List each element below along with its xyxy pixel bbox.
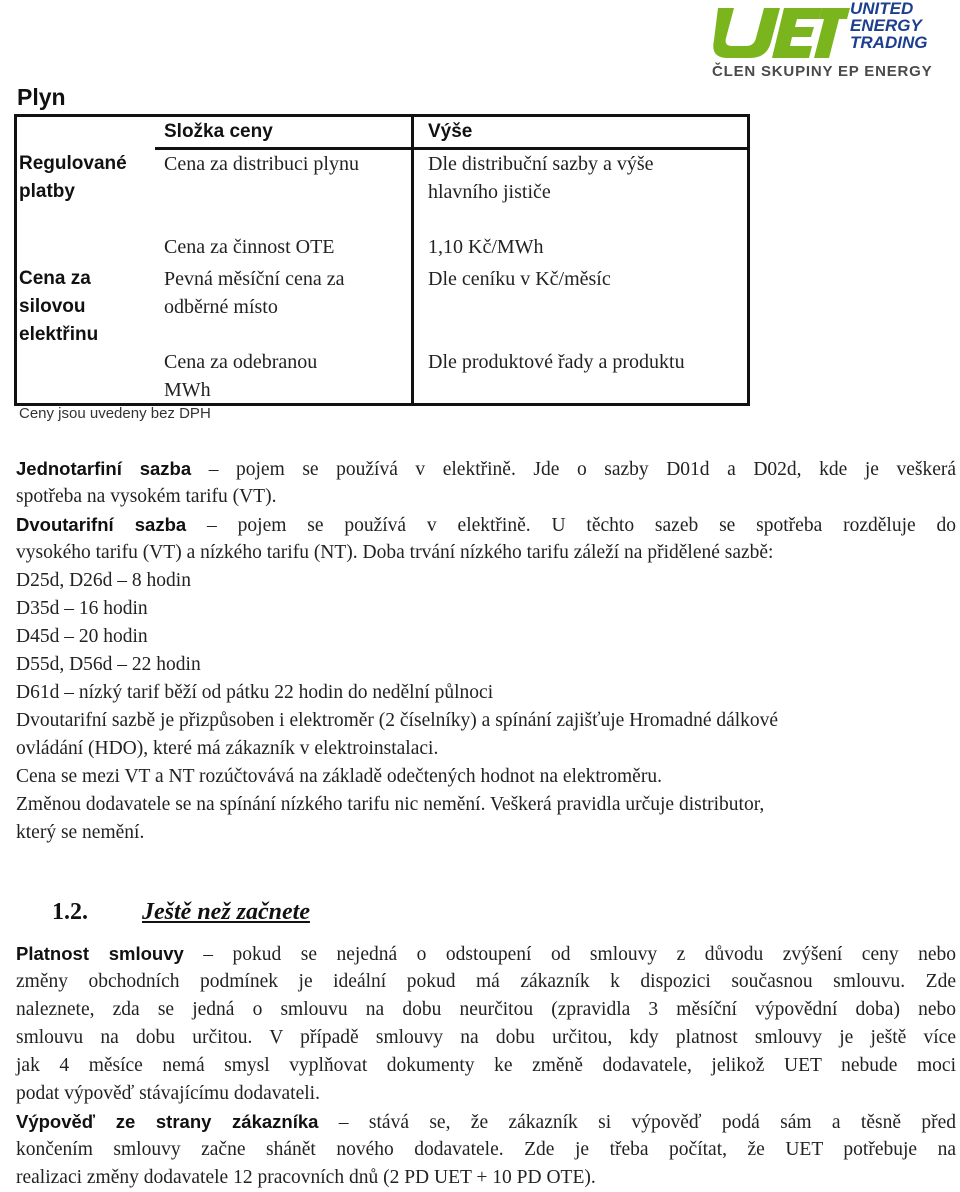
row-distribution-amount: Dle distribuční sazby a výše hlavního jističe	[428, 153, 654, 203]
row-mwh-amount: Dle produktové řady a produktu	[428, 351, 685, 373]
paragraph-supplier-line2: který se nemění.	[16, 822, 145, 843]
paragraph-notice-line3: realizaci změny dodavatele 12 pracovních dnů (2 PD UET + 10 PD OTE).	[16, 1167, 596, 1188]
term-customer-notice: Výpověď ze strany zákazníka	[16, 1111, 319, 1132]
logo-word-trading: TRADING	[850, 33, 928, 52]
row-fixed-price-component: Pevná měsíční cena za odběrné místo	[164, 268, 345, 318]
row-ote-amount: 1,10 Kč/MWh	[428, 236, 544, 258]
paragraph-meter-line1: Dvoutarifní sazbě je přizpůsoben i elektroměr (2 číselníky) a spínání zajišťuje Hromadné dálkové	[16, 710, 779, 731]
term-dual-tariff: Dvoutarifní sazba	[16, 514, 187, 535]
table-note: Ceny jsou uvedeny bez DPH	[19, 405, 211, 422]
paragraph-contract-validity-line1: Platnost smlouvy – pokud se nejedná o odstoupení od smlouvy z důvodu zvýšení ceny nebo	[16, 943, 956, 965]
group-label-electricity: Cena za silovou elektřinu	[19, 268, 99, 345]
section-heading	[52, 899, 310, 926]
paragraph-single-tariff-line1: Jednotarfiní sazba – pojem se používá v elektřině. Jde o sazby D01d a D02d, kde je veškerá	[16, 458, 957, 480]
paragraph-dual-tariff-line1: Dvoutarifní sazba – pojem se používá v elektřině. U těchto sazeb se spotřeba rozděluje do	[16, 514, 956, 536]
row-distribution-component: Cena za distribuci plynu	[164, 153, 359, 175]
paragraph-meter-line2: ovládání (HDO), které má zákazník v elektroinstalaci.	[16, 738, 439, 759]
row-ote-component: Cena za činnost OTE	[164, 236, 335, 258]
term-contract-validity: Platnost smlouvy	[16, 943, 184, 964]
rate-line-1: D25d, D26d – 8 hodin	[16, 570, 191, 591]
rate-line-4: D55d, D56d – 22 hodin	[16, 654, 201, 675]
logo-word-energy: ENERGY	[850, 16, 922, 35]
paragraph-contract-validity-line6: podat výpověď stávajícímu dodavateli.	[16, 1083, 320, 1104]
logo-word-united: UNITED	[850, 0, 914, 18]
paragraph-contract-validity-line5: jak 4 měsíce nemá smysl vyplňovat dokumenty ke změně dodavatele, jelikož UET nebude moci	[16, 1055, 956, 1076]
row-mwh-component: Cena za odebranou MWh	[164, 351, 318, 401]
section-heading-number: 1.2.	[52, 899, 88, 925]
section-heading-title: Ještě než začnete	[142, 899, 310, 925]
paragraph-contract-validity-line3: naleznete, zda se jedná o smlouvu na dobu neurčitou (zpravidla 3 měsíční výpovědní doba) nebo	[16, 999, 956, 1020]
table-column-divider	[411, 117, 414, 406]
table-header-component: Složka ceny	[164, 121, 273, 142]
group-label-regulated: Regulované platby	[19, 153, 127, 202]
paragraph-supplier-line1: Změnou dodavatele se na spínání nízkého tarifu nic nemění. Veškerá pravidla určuje distributor,	[16, 794, 765, 815]
term-single-tariff: Jednotarfiní sazba	[16, 458, 192, 479]
uet-logo-mark-icon	[710, 4, 850, 60]
section-title: Plyn	[17, 84, 66, 110]
rate-line-3: D45d – 20 hodin	[16, 626, 148, 647]
paragraph-contract-validity-line2: změny obchodních podmínek je ideální pokud má zákazník k dispozici současnou smlouvu. Zde	[16, 971, 956, 992]
paragraph-single-tariff-line2: spotřeba na vysokém tarifu (VT).	[16, 486, 277, 507]
paragraph-notice-line2: končením smlouvy začne shánět nového dodavatele. Zde je třeba počítat, že UET potřebuje na	[16, 1139, 956, 1160]
company-logo	[700, 0, 960, 88]
paragraph-dual-tariff-line2: vysokého tarifu (VT) a nízkého tarifu (NT). Doba trvání nízkého tarifu záleží na přidělené sazbě:	[16, 542, 774, 563]
table-header-amount: Výše	[428, 121, 473, 142]
logo-tagline: ČLEN SKUPINY EP ENERGY	[712, 63, 933, 80]
row-fixed-price-amount: Dle ceníku v Kč/měsíc	[428, 268, 611, 290]
logo-wordmark	[850, 0, 927, 51]
rate-line-2: D35d – 16 hodin	[16, 598, 148, 619]
paragraph-contract-validity-line4: smlouvu na dobu určitou. V případě smlouvy na dobu určitou, kdy platnost smlouvy je ještě více	[16, 1027, 956, 1048]
price-table	[14, 114, 750, 422]
paragraph-billing-line1: Cena se mezi VT a NT rozúčtovává na základě odečtených hodnot na elektroměru.	[16, 766, 662, 787]
rate-line-5: D61d – nízký tarif běží od pátku 22 hodin do nedělní půlnoci	[16, 682, 494, 703]
paragraph-notice-line1: Výpověď ze strany zákazníka – stává se, že zákazník si výpověď podá sám a těsně před	[16, 1111, 956, 1133]
